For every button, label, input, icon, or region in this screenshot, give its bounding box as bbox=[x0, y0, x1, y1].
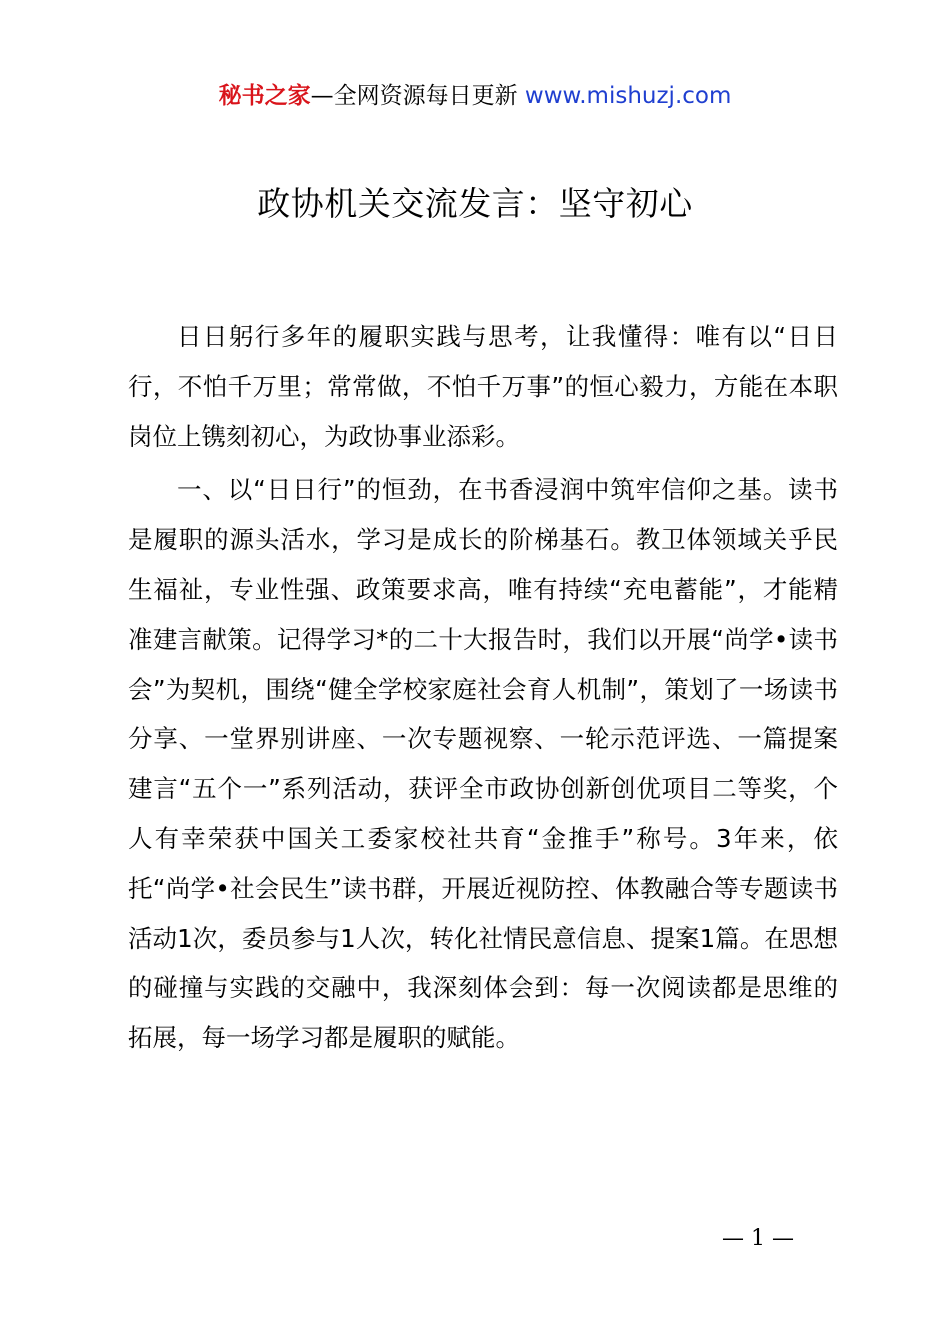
site-url-link[interactable]: www.mishuzj.com bbox=[524, 83, 732, 109]
paragraph-section-one: 一、以“日日行”的恒劲，在书香浸润中筑牢信仰之基。读书是履职的源头活水，学习是成长的阶梯基石。教卫体领域关乎民生福祉，专业性强、政策要求高，唯有持续“充电蓄能”，才能精准建言献策。记得学习*的二十大报告时，我们以开展“尚学•读书会”为契机，围绕“健全学校家庭社会育人机制”，策划了一场读书分享、一堂界别讲座、一次专题视察、一轮示范评选、一篇提案建言“五个一”系列活动，获评全市政协创新创优项目二等奖，个人有幸荣获中国关工委家校社共育“金推手”称号。3年来，依托“尚学•社会民生”读书群，开展近视防控、体教融合等专题读书活动1次，委员参与1人次，转化社情民意信息、提案1篇。在思想的碰撞与实践的交融中，我深刻体会到：每一次阅读都是思维的拓展，每一场学习都是履职的赋能。 bbox=[128, 475, 838, 1053]
document-title: 政协机关交流发言：坚守初心 bbox=[257, 184, 693, 223]
document-body bbox=[128, 312, 838, 1067]
site-header bbox=[0, 80, 950, 112]
site-tagline: —全网资源每日更新 bbox=[310, 83, 518, 109]
page-number: — 1 — bbox=[722, 1226, 794, 1251]
paragraph-intro: 日日躬行多年的履职实践与思考，让我懂得：唯有以“日日行，不怕千万里；常常做，不怕千万事”的恒心毅力，方能在本职岗位上镌刻初心，为政协事业添彩。 bbox=[128, 322, 838, 451]
site-brand: 秘书之家 bbox=[218, 83, 311, 109]
